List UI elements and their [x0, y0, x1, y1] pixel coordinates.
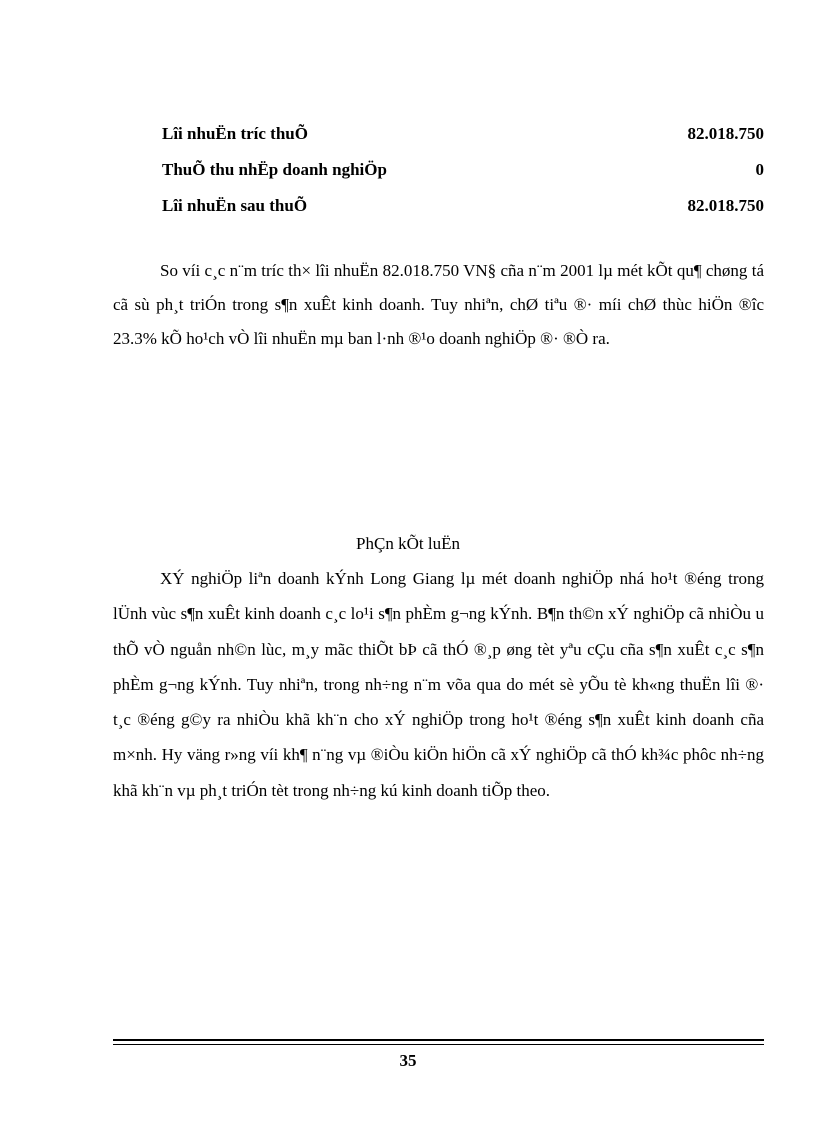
row-label: Lîi nhuËn sau thuÕ [162, 196, 308, 215]
conclusion-heading: PhÇn kÕt luËn [356, 534, 460, 553]
summary-row-profit-before-tax [162, 119, 764, 155]
row-label: ThuÕ thu nhËp doanh nghiÖp [162, 160, 387, 179]
profit-analysis-paragraph: So víi c¸c n¨m tríc th× lîi nhuËn 82.018.750 VN§ cña n¨m 2001 lµ mét kÕt qu¶ chøng tá cã sù ph¸t triÓn trong s¶n xuÊt kinh doanh. Tuy nhiªn, chØ tiªu ®· míi chØ thùc hiÖn ®îc 23.3% kÕ ho¹ch vÒ lîi nhuËn mµ ban l·nh ®¹o doanh nghiÖp ®· ®Ò ra. [113, 261, 764, 348]
row-value: 82.018.750 [687, 124, 764, 143]
conclusion-paragraph: XÝ nghiÖp liªn doanh kÝnh Long Giang lµ mét doanh nghiÖp nhá ho¹t ®éng trong lÜnh vùc s¶n xuÊt kinh doanh c¸c lo¹i s¶n phÈm g¬ng kÝnh. B¶n th©n xÝ nghiÖp cã nhiÒu u thÕ vÒ nguån nh©n lùc, m¸y mãc thiÕt bÞ cã thÓ ®¸p øng tèt yªu cÇu cña s¶n xuÊt c¸c s¶n phÈm g¬ng kÝnh. Tuy nhiªn, trong nh÷ng n¨m võa qua do mét sè yÕu tè kh«ng thuËn lîi ®· t¸c ®éng g©y ra nhiÒu khã kh¨n cho xÝ nghiÖp trong ho¹t ®éng s¶n xuÊt kinh doanh cña m×nh. Hy väng r»ng víi kh¶ n¨ng vµ ®iÒu kiÖn hiÖn cã xÝ nghiÖp cã thÓ kh¾c phôc nh÷ng khã kh¨n vµ ph¸t triÓn tèt trong nh÷ng kú kinh doanh tiÕp theo. [113, 569, 764, 800]
page-number: 35 [399, 1051, 417, 1070]
summary-row-income-tax [162, 155, 764, 191]
summary-row-profit-after-tax [162, 191, 764, 227]
footer-divider [113, 1039, 764, 1045]
financial-summary [162, 119, 764, 227]
row-value: 0 [755, 160, 764, 179]
row-value: 82.018.750 [687, 196, 764, 215]
row-label: Lîi nhuËn tríc thuÕ [162, 124, 308, 143]
